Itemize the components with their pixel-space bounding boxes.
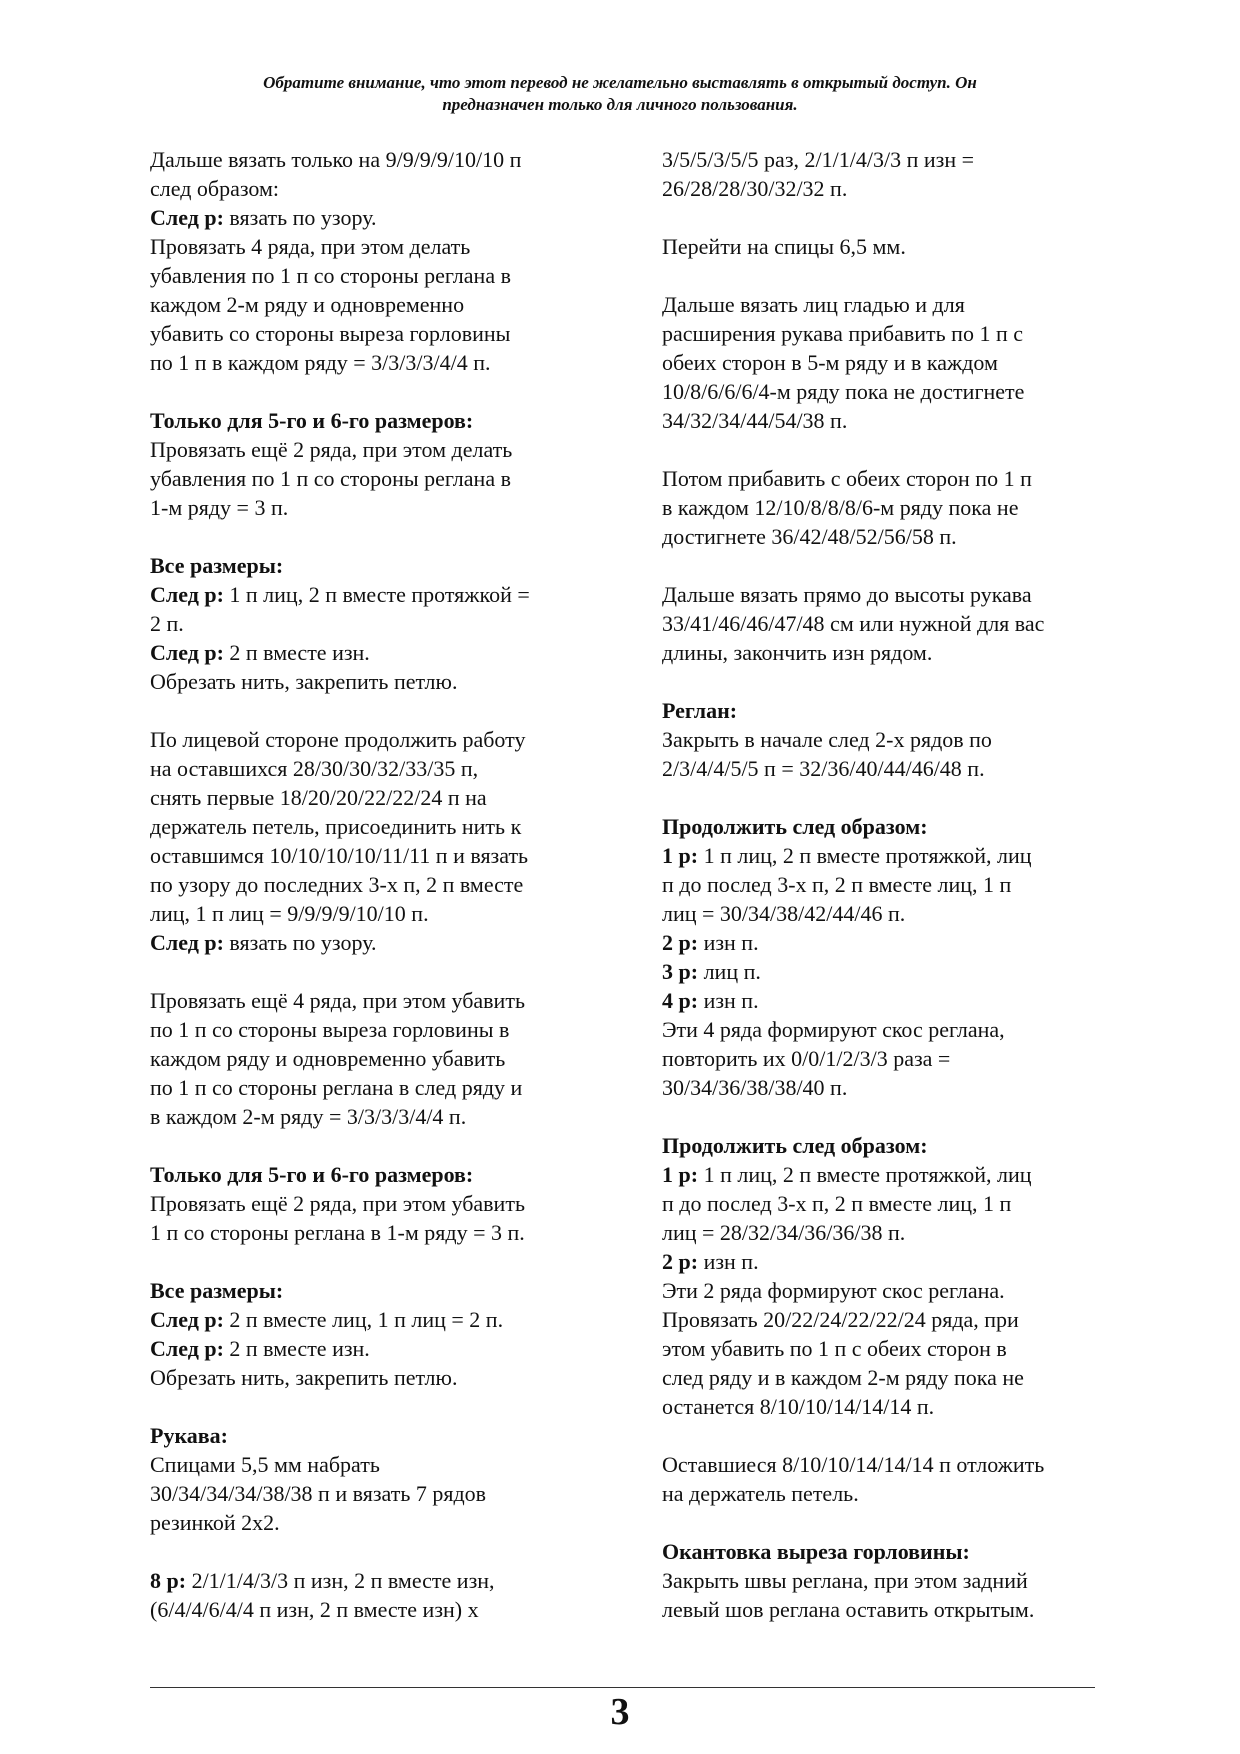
text-line — [662, 1276, 1122, 1305]
line-text: лиц = 30/34/38/42/44/46 п. — [662, 901, 906, 926]
bold-label: 4 р: — [662, 988, 699, 1013]
line-text: 30/34/34/34/38/38 п и вязать 7 рядов — [150, 1481, 487, 1506]
line-text: достигнете 36/42/48/52/56/58 п. — [662, 524, 957, 549]
line-text: Дальше вязать прямо до высоты рукава — [662, 582, 1032, 607]
line-text: левый шов реглана оставить открытым. — [662, 1597, 1035, 1622]
line-text: Оставшиеся 8/10/10/14/14/14 п отложить — [662, 1452, 1045, 1477]
bold-label: 1 р: — [662, 843, 699, 868]
text-line — [662, 986, 1122, 1015]
paragraph-gap — [150, 1537, 605, 1566]
line-text: 10/8/6/6/6/4-м ряду пока не достигнете — [662, 379, 1025, 404]
line-text: 2 п. — [150, 611, 184, 636]
text-line — [662, 1189, 1122, 1218]
text-line — [662, 1392, 1122, 1421]
bold-label: 8 р: — [150, 1568, 187, 1593]
line-text: расширения рукава прибавить по 1 п с — [662, 321, 1023, 346]
text-line — [150, 493, 605, 522]
notice-line: Обратите внимание, что этот перевод не желательно выставлять в открытый доступ. Он — [263, 73, 977, 92]
line-text: длины, закончить изн рядом. — [662, 640, 933, 665]
line-text: 1-м ряду = 3 п. — [150, 495, 289, 520]
paragraph-gap — [150, 1247, 605, 1276]
bold-label: След р: — [150, 205, 224, 230]
paragraph-gap — [150, 1131, 605, 1160]
text-line — [150, 1421, 605, 1450]
text-line — [150, 812, 605, 841]
line-text: Провязать 20/22/24/22/22/24 ряда, при — [662, 1307, 1019, 1332]
text-line — [150, 290, 605, 319]
paragraph-gap — [662, 435, 1122, 464]
text-line — [150, 435, 605, 464]
paragraph-gap — [150, 957, 605, 986]
bold-label: След р: — [150, 1307, 224, 1332]
line-text: вязать по узору. — [223, 930, 377, 955]
line-text: 1 п лиц, 2 п вместе протяжкой = — [223, 582, 530, 607]
line-text: Обрезать нить, закрепить петлю. — [150, 669, 458, 694]
line-text: Спицами 5,5 мм набрать — [150, 1452, 380, 1477]
line-text: по 1 п со стороны выреза горловины в — [150, 1017, 510, 1042]
line-text: Дальше вязать только на 9/9/9/9/10/10 п — [150, 147, 522, 172]
text-line — [662, 522, 1122, 551]
text-line — [662, 1479, 1122, 1508]
line-text: обеих сторон в 5-м ряду и в каждом — [662, 350, 998, 375]
page-number: 3 — [610, 1691, 630, 1733]
text-line — [662, 145, 1122, 174]
line-text: Провязать ещё 2 ряда, при этом убавить — [150, 1191, 525, 1216]
bold-label: 2 р: — [662, 1249, 699, 1274]
paragraph-gap — [662, 783, 1122, 812]
text-line — [662, 1160, 1122, 1189]
line-text: в каждом 2-м ряду = 3/3/3/3/4/4 п. — [150, 1104, 467, 1129]
bold-label: Рукава: — [150, 1423, 228, 1448]
text-line — [662, 1595, 1122, 1624]
paragraph-gap — [662, 1508, 1122, 1537]
line-text: Перейти на спицы 6,5 мм. — [662, 234, 906, 259]
text-line — [150, 1189, 605, 1218]
notice-line: предназначен только для личного пользования. — [442, 95, 798, 114]
line-text: Обрезать нить, закрепить петлю. — [150, 1365, 458, 1390]
line-text: каждом ряду и одновременно убавить — [150, 1046, 506, 1071]
text-line — [662, 1537, 1122, 1566]
text-line — [662, 696, 1122, 725]
line-text: п до послед 3-х п, 2 п вместе лиц, 1 п — [662, 872, 1012, 897]
text-line — [662, 1015, 1122, 1044]
text-line — [150, 986, 605, 1015]
bold-label: Только для 5-го и 6-го размеров: — [150, 408, 474, 433]
paragraph-gap — [662, 1102, 1122, 1131]
text-line — [150, 609, 605, 638]
text-line — [150, 1479, 605, 1508]
paragraph-gap — [662, 551, 1122, 580]
line-text: снять первые 18/20/20/22/22/24 п на — [150, 785, 487, 810]
text-line — [150, 1160, 605, 1189]
text-line — [150, 580, 605, 609]
bold-label: 2 р: — [662, 930, 699, 955]
line-text: в каждом 12/10/8/8/8/6-м ряду пока не — [662, 495, 1019, 520]
text-line — [150, 754, 605, 783]
text-line — [150, 464, 605, 493]
text-line — [662, 290, 1122, 319]
text-line — [662, 493, 1122, 522]
text-line — [662, 1218, 1122, 1247]
line-text: 34/32/34/44/54/38 п. — [662, 408, 848, 433]
bold-label: Продолжить след образом: — [662, 1133, 928, 1158]
line-text: 2 п вместе изн. — [223, 1336, 370, 1361]
line-text: повторить их 0/0/1/2/3/3 раза = — [662, 1046, 951, 1071]
paragraph-gap — [662, 1421, 1122, 1450]
text-line — [150, 174, 605, 203]
text-line — [662, 725, 1122, 754]
line-text: Эти 2 ряда формируют скос реглана. — [662, 1278, 1005, 1303]
bold-label: Продолжить след образом: — [662, 814, 928, 839]
text-line — [662, 232, 1122, 261]
paragraph-gap — [150, 1392, 605, 1421]
text-line — [662, 754, 1122, 783]
bold-label: 1 р: — [662, 1162, 699, 1187]
text-line — [150, 725, 605, 754]
line-text: 26/28/28/30/32/32 п. — [662, 176, 848, 201]
line-text: изн п. — [698, 988, 759, 1013]
text-line — [662, 1566, 1122, 1595]
paragraph-gap — [662, 261, 1122, 290]
line-text: Провязать ещё 2 ряда, при этом делать — [150, 437, 513, 462]
paragraph-gap — [150, 377, 605, 406]
text-line — [662, 1044, 1122, 1073]
right-column — [662, 145, 1122, 1624]
text-line — [150, 203, 605, 232]
paragraph-gap — [150, 522, 605, 551]
paragraph-gap — [662, 667, 1122, 696]
line-text: изн п. — [698, 1249, 759, 1274]
line-text: Потом прибавить с обеих сторон по 1 п — [662, 466, 1032, 491]
line-text: п до послед 3-х п, 2 п вместе лиц, 1 п — [662, 1191, 1012, 1216]
line-text: 3/5/5/3/5/5 раз, 2/1/1/4/3/3 п изн = — [662, 147, 974, 172]
line-text: Закрыть швы реглана, при этом задний — [662, 1568, 1028, 1593]
line-text: держатель петель, присоединить нить к — [150, 814, 522, 839]
line-text: (6/4/4/6/4/4 п изн, 2 п вместе изн) х — [150, 1597, 479, 1622]
line-text: резинкой 2х2. — [150, 1510, 280, 1535]
line-text: каждом 2-м ряду и одновременно — [150, 292, 465, 317]
text-line — [150, 1363, 605, 1392]
text-line — [150, 1450, 605, 1479]
bold-label: След р: — [150, 930, 224, 955]
text-line — [150, 870, 605, 899]
text-line — [662, 174, 1122, 203]
line-text: оставшимся 10/10/10/10/11/11 п и вязать — [150, 843, 529, 868]
line-text: 33/41/46/46/47/48 см или нужной для вас — [662, 611, 1045, 636]
text-line — [150, 1276, 605, 1305]
text-line — [150, 348, 605, 377]
text-line — [662, 1363, 1122, 1392]
line-text: Дальше вязать лиц гладью и для — [662, 292, 965, 317]
text-line — [150, 783, 605, 812]
bold-label: 3 р: — [662, 959, 699, 984]
text-line — [150, 1508, 605, 1537]
bold-label: Только для 5-го и 6-го размеров: — [150, 1162, 474, 1187]
line-text: по 1 п в каждом ряду = 3/3/3/3/4/4 п. — [150, 350, 491, 375]
text-line — [150, 1595, 605, 1624]
text-line — [662, 899, 1122, 928]
text-line — [662, 812, 1122, 841]
text-line — [150, 145, 605, 174]
line-text: по узору до последних 3-х п, 2 п вместе — [150, 872, 524, 897]
text-line — [662, 464, 1122, 493]
text-line — [662, 580, 1122, 609]
text-line — [662, 957, 1122, 986]
text-line — [150, 1015, 605, 1044]
text-line — [662, 870, 1122, 899]
text-line — [662, 377, 1122, 406]
text-line — [150, 406, 605, 435]
line-text: 30/34/36/38/38/40 п. — [662, 1075, 848, 1100]
privacy-notice — [150, 72, 1090, 116]
paragraph-gap — [150, 696, 605, 725]
bold-label: Все размеры: — [150, 553, 284, 578]
text-line — [662, 1334, 1122, 1363]
line-text: 1 п со стороны реглана в 1-м ряду = 3 п. — [150, 1220, 525, 1245]
text-line — [662, 841, 1122, 870]
line-text: вязать по узору. — [223, 205, 377, 230]
text-line — [150, 1073, 605, 1102]
bold-label: След р: — [150, 1336, 224, 1361]
line-text: на оставшихся 28/30/30/32/33/35 п, — [150, 756, 479, 781]
line-text: этом убавить по 1 п с обеих сторон в — [662, 1336, 1007, 1361]
line-text: 1 п лиц, 2 п вместе протяжкой, лиц — [698, 1162, 1032, 1187]
line-text: 2 п вместе лиц, 1 п лиц = 2 п. — [223, 1307, 504, 1332]
text-line — [662, 1247, 1122, 1276]
text-line — [150, 1044, 605, 1073]
text-line — [662, 928, 1122, 957]
line-text: 2 п вместе изн. — [223, 640, 370, 665]
line-text: останется 8/10/10/14/14/14 п. — [662, 1394, 935, 1419]
line-text: на держатель петель. — [662, 1481, 859, 1506]
line-text: Закрыть в начале след 2-х рядов по — [662, 727, 992, 752]
text-line — [150, 261, 605, 290]
text-line — [662, 1131, 1122, 1160]
line-text: 2/3/4/4/5/5 п = 32/36/40/44/46/48 п. — [662, 756, 985, 781]
text-line — [150, 1334, 605, 1363]
text-line — [150, 551, 605, 580]
line-text: лиц п. — [698, 959, 761, 984]
text-line — [662, 1305, 1122, 1334]
text-line — [150, 899, 605, 928]
text-line — [150, 1218, 605, 1247]
line-text: Провязать ещё 4 ряда, при этом убавить — [150, 988, 525, 1013]
text-line — [662, 1073, 1122, 1102]
text-line — [150, 319, 605, 348]
text-line — [662, 406, 1122, 435]
bold-label: След р: — [150, 582, 224, 607]
footer-divider — [150, 1687, 1095, 1688]
text-line — [662, 638, 1122, 667]
line-text: по 1 п со стороны реглана в след ряду и — [150, 1075, 523, 1100]
paragraph-gap — [662, 203, 1122, 232]
line-text: убавить со стороны выреза горловины — [150, 321, 511, 346]
bold-label: Все размеры: — [150, 1278, 284, 1303]
line-text: убавления по 1 п со стороны реглана в — [150, 466, 511, 491]
line-text: По лицевой стороне продолжить работу — [150, 727, 526, 752]
line-text: убавления по 1 п со стороны реглана в — [150, 263, 511, 288]
left-column — [150, 145, 605, 1624]
text-line — [150, 1102, 605, 1131]
text-line — [662, 1450, 1122, 1479]
text-line — [662, 609, 1122, 638]
text-line — [150, 638, 605, 667]
text-line — [150, 1305, 605, 1334]
line-text: 1 п лиц, 2 п вместе протяжкой, лиц — [698, 843, 1032, 868]
bold-label: След р: — [150, 640, 224, 665]
text-line — [150, 841, 605, 870]
line-text: лиц, 1 п лиц = 9/9/9/9/10/10 п. — [150, 901, 429, 926]
line-text: Эти 4 ряда формируют скос реглана, — [662, 1017, 1005, 1042]
line-text: след образом: — [150, 176, 280, 201]
bold-label: Реглан: — [662, 698, 738, 723]
text-line — [150, 232, 605, 261]
line-text: 2/1/1/4/3/3 п изн, 2 п вместе изн, — [186, 1568, 495, 1593]
text-line — [150, 928, 605, 957]
text-line — [662, 319, 1122, 348]
line-text: изн п. — [698, 930, 759, 955]
line-text: лиц = 28/32/34/36/36/38 п. — [662, 1220, 906, 1245]
line-text: Провязать 4 ряда, при этом делать — [150, 234, 471, 259]
text-line — [150, 667, 605, 696]
text-line — [150, 1566, 605, 1595]
line-text: след ряду и в каждом 2-м ряду пока не — [662, 1365, 1024, 1390]
text-line — [662, 348, 1122, 377]
bold-label: Окантовка выреза горловины: — [662, 1539, 970, 1564]
